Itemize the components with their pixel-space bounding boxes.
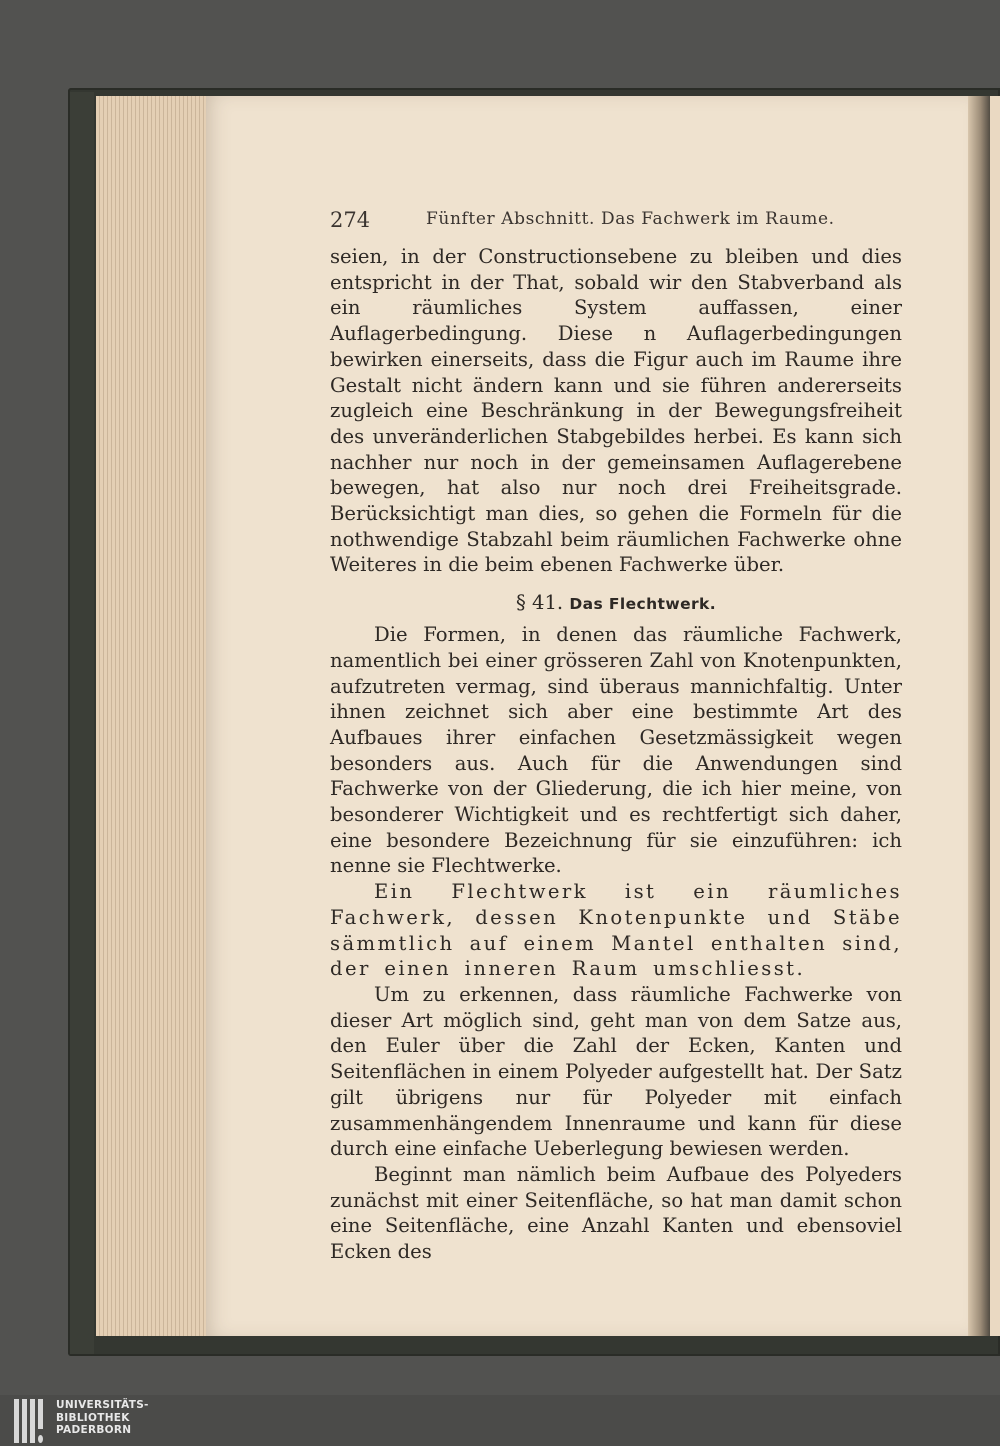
facing-page-edge xyxy=(990,96,1000,1336)
paragraph: Um zu erkennen, dass räumliche Fachwerke von dieser Art möglich sind, geht man von dem Satze aus, den Euler über die Zahl der Ecken, Kanten und Seitenflächen in einem Polyeder aufgestellt hat. Der Satz gilt übrigens nur für Polyeder mit einfach zusammenhängendem Innenraume und kann für diese durch eine einfache Ueberlegung bewiesen werden. xyxy=(330,982,902,1161)
logo-line: UNIVERSITÄTS- xyxy=(56,1399,149,1411)
page-number: 274 xyxy=(330,208,371,232)
section-heading xyxy=(330,590,902,617)
page-body xyxy=(330,244,902,1265)
logo-line: PADERBORN xyxy=(56,1424,132,1436)
definition-paragraph: Ein Flechtwerk ist ein räumliches Fachwerk, dessen Knotenpunkte und Stäbe sämmtlich auf einem Mantel enthalten sind, der einen inneren Raum umschliesst. xyxy=(330,880,902,981)
section-number: § 41. xyxy=(515,591,564,615)
paragraph: seien, in der Constructionsebene zu bleiben und dies entspricht in der That, sobald wir den Stabverband als ein räumliches System auffassen, einer Auflagerbedingung. Diese n Auflagerbedingungen bewirken einerseits, dass die Figur auch im Raume ihre Gestalt nicht ändern kann und sie führen andererseits zugleich eine Beschränkung in der Bewegungsfreiheit des unveränderlichen Stabgebildes herbei. Es kann sich nachher nur noch in der gemeinsamen Auflagerebene bewegen, hat also nur noch drei Freiheitsgrade. Berücksichtigt man dies, so gehen die Formeln für die nothwendige Stabzahl beim räumlichen Fachwerke ohne Weiteres in die beim ebenen Fachwerke über. xyxy=(330,245,902,577)
book-cover-edge xyxy=(70,92,94,1354)
library-logo-icon xyxy=(14,1399,48,1443)
page-header xyxy=(330,208,930,236)
logo-line: BIBLIOTHEK xyxy=(56,1411,130,1424)
footer-bar xyxy=(0,1395,1000,1446)
running-head: Fünfter Abschnitt. Das Fachwerk im Raume. xyxy=(426,209,835,229)
page-stack-edges xyxy=(96,96,208,1336)
section-title: Das Flechtwerk. xyxy=(569,595,717,614)
library-logo-text xyxy=(56,1399,149,1437)
paragraph: Die Formen, in denen das räumliche Fachwerk, namentlich bei einer grösseren Zahl von Knotenpunkten, aufzutreten vermag, sind überaus mannichfaltig. Unter ihnen zeichnet sich aber eine bestimmte Art des Aufbaues ihrer einfachen Gesetzmässigkeit wegen besonders aus. Auch für die Anwendungen sind Fachwerke von der Gliederung, die ich hier meine, von besonderer Wichtigkeit und es rechtfertigt sich daher, eine besondere Bezeichnung für sie einzuführen: ich nenne sie Flechtwerke. xyxy=(330,623,902,878)
paragraph: Beginnt man nämlich beim Aufbaue des Polyeders zunächst mit einer Seitenfläche, so hat man damit schon eine Seitenfläche, eine Anzahl Kanten und ebensoviel Ecken des xyxy=(330,1162,902,1264)
